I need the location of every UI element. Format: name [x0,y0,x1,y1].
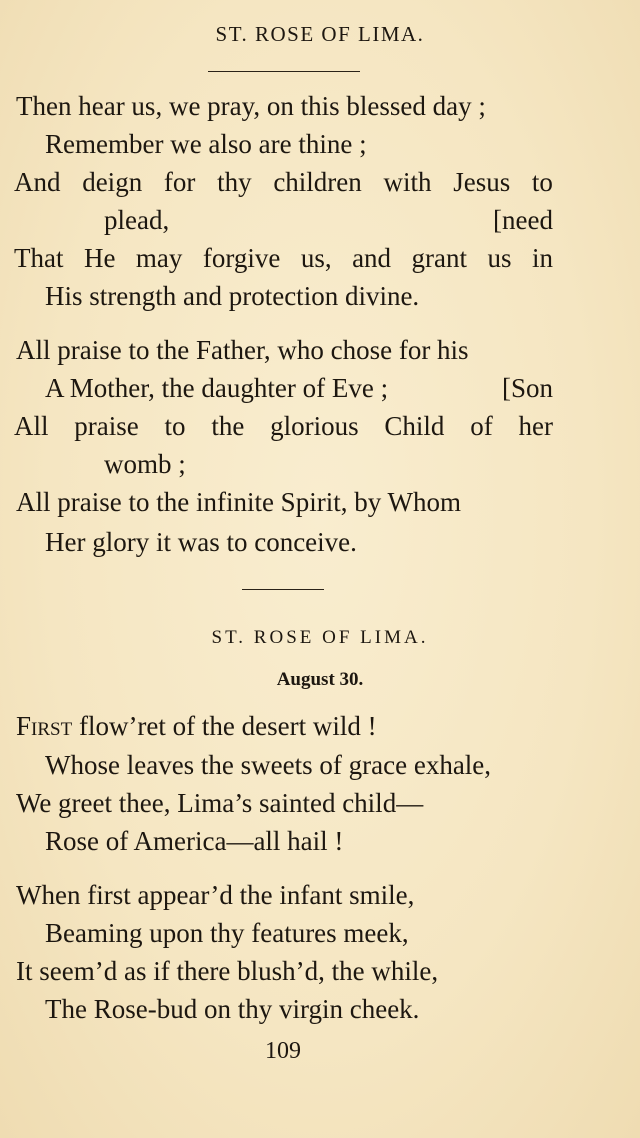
word: glorious [270,411,359,441]
word: and [352,243,392,273]
word: of [470,411,493,441]
section-divider [242,589,324,590]
stanza1-line4: plead, [104,205,170,235]
stanza2-line3 [14,413,553,440]
word: may [135,243,183,273]
word: All [14,411,49,441]
stanza2-line1: All praise to the Father, who chose for his [16,335,469,365]
stanza1-line3 [14,169,553,196]
hymn-date: August 30. [276,669,364,690]
word: with [383,167,432,197]
word: us, [300,243,332,273]
word: praise [74,411,139,441]
hymn-stanza2-line3: It seem’d as if there blush’d, the while, [16,956,439,986]
word: her [518,411,553,441]
word: us [487,243,512,273]
stanza2-line2: A Mother, the daughter of Eve ; [45,373,389,403]
stanza2-line6: Her glory it was to conceive. [45,527,357,557]
running-head: ST. ROSE OF LIMA. [215,22,425,46]
word: He [83,243,116,273]
hymn-stanza1-line2: Whose leaves the sweets of grace exhale, [45,750,492,780]
word: deign [82,167,143,197]
word: Jesus [453,167,511,197]
word: Child [384,411,445,441]
word: forgive [202,243,281,273]
hymn-stanza1-line3: We greet thee, Lima’s sainted child— [16,788,424,818]
hymn-stanza2-line2: Beaming upon thy features meek, [45,918,409,948]
hymn-stanza2-line4: The Rose-bud on thy virgin cheek. [45,994,420,1024]
word: thy [217,167,252,197]
word: the [211,411,245,441]
stanza2-line4: womb ; [104,449,186,479]
word: to [164,411,186,441]
stanza1-line1: Then hear us, we pray, on this blessed day ; [16,91,486,121]
word: to [531,167,553,197]
word: grant [411,243,467,273]
word: in [531,243,553,273]
header-rule [208,71,360,72]
word: And [14,167,61,197]
drop-word: First [16,711,73,741]
hymn-title: ST. ROSE OF LIMA. [211,627,429,648]
word: children [273,167,362,197]
hymn-stanza2-line1: When first appear’d the infant smile, [16,880,415,910]
stanza1-turnover: [need [493,205,553,235]
stanza1-line5 [14,245,553,272]
page-number: 109 [265,1038,301,1064]
stanza1-line2: Remember we also are thine ; [45,129,367,159]
hymn-stanza1-line4: Rose of America—all hail ! [45,826,344,856]
word: That [14,243,64,273]
line-rest: flow’ret of the desert wild ! [72,711,377,741]
word: for [163,167,196,197]
hymn-stanza1-line1 [16,713,377,740]
stanza1-line6: His strength and protection divine. [45,281,420,311]
stanza2-turnover: [Son [501,373,553,403]
stanza2-line5: All praise to the infinite Spirit, by Whom [16,487,461,517]
